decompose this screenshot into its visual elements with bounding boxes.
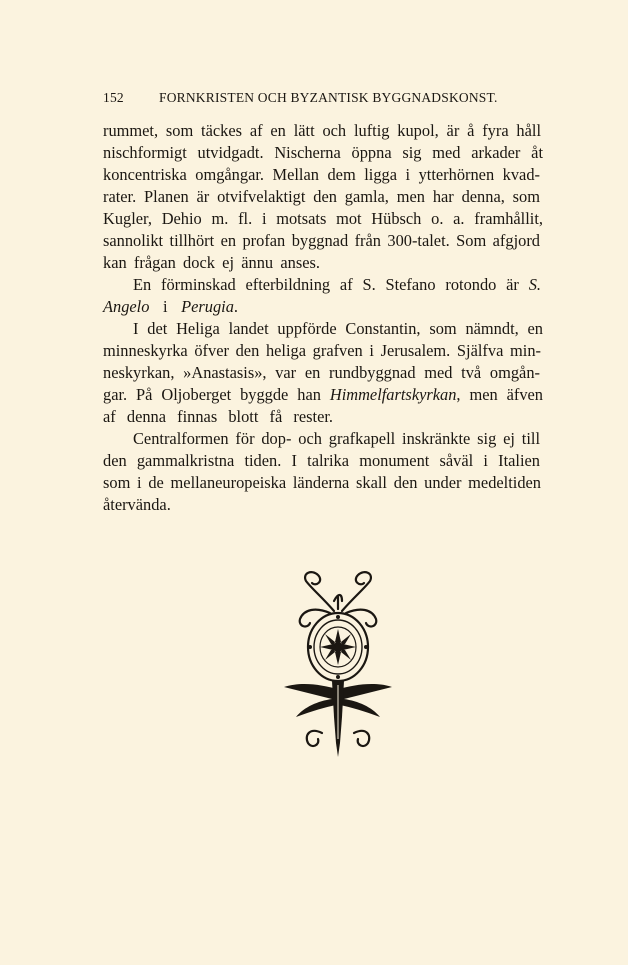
page-header	[103, 90, 535, 112]
text-line-13: gar. På Oljoberget byggde han Himmelfartskyrkan, men äfven	[103, 385, 543, 404]
running-head: FORNKRISTEN OCH BYZANTISK BYGGNADSKONST.	[159, 90, 498, 105]
text-line-16: den gammalkristna tiden. I talrika monument såväl i Italien	[103, 451, 540, 470]
text-line-7: kan frågan dock ej ännu anses.	[103, 253, 320, 272]
text-line-10: I det Heliga landet uppförde Constantin, som nämndt, en	[133, 319, 543, 338]
text-line-5: Kugler, Dehio m. fl. i motsats mot Hübsch o. a. framhållit,	[103, 209, 543, 228]
italic-place-name: S.	[528, 275, 541, 294]
page-number: 152	[103, 90, 124, 105]
text-line-4: rater. Planen är otvifvelaktigt den gamla, men har denna, som	[103, 187, 540, 206]
body-text	[103, 120, 583, 516]
text-line-9: Angelo i Perugia.	[103, 297, 238, 316]
text-line-12: neskyrkan, »Anastasis», var en rundbyggnad med två omgån-	[103, 363, 540, 382]
text-line-3: koncentriska omgångar. Mellan dem ligga i ytterhörnen kvad-	[103, 165, 540, 184]
text-line-15: Centralformen för dop- och grafkapell inskränkte sig ej till	[133, 429, 540, 448]
rosette-medallion-vignette-icon	[282, 567, 394, 757]
text-line-14: af denna finnas blott få rester.	[103, 407, 333, 426]
italic-place-name: Angelo	[103, 297, 150, 316]
text-line-8: En förminskad efterbildning af S. Stefano rotondo är S.	[133, 275, 541, 294]
text-line-2: nischformigt utvidgadt. Nischerna öppna sig med arkader åt	[103, 143, 543, 162]
italic-church-name: Himmelfartskyrkan	[329, 385, 457, 404]
text-line-11: minneskyrka öfver den heliga grafven i Jerusalem. Själfva min-	[103, 341, 541, 360]
text-line-1: rummet, som täckes af en lätt och luftig kupol, är å fyra håll	[103, 121, 541, 140]
text-line-18: återvända.	[103, 495, 171, 514]
text-line-17: som i de mellaneuropeiska länderna skall den under medeltiden	[103, 473, 541, 492]
text-line-6: sannolikt tillhört en profan byggnad från 300-talet. Som afgjord	[103, 231, 540, 250]
italic-place-name: Perugia	[181, 297, 234, 316]
